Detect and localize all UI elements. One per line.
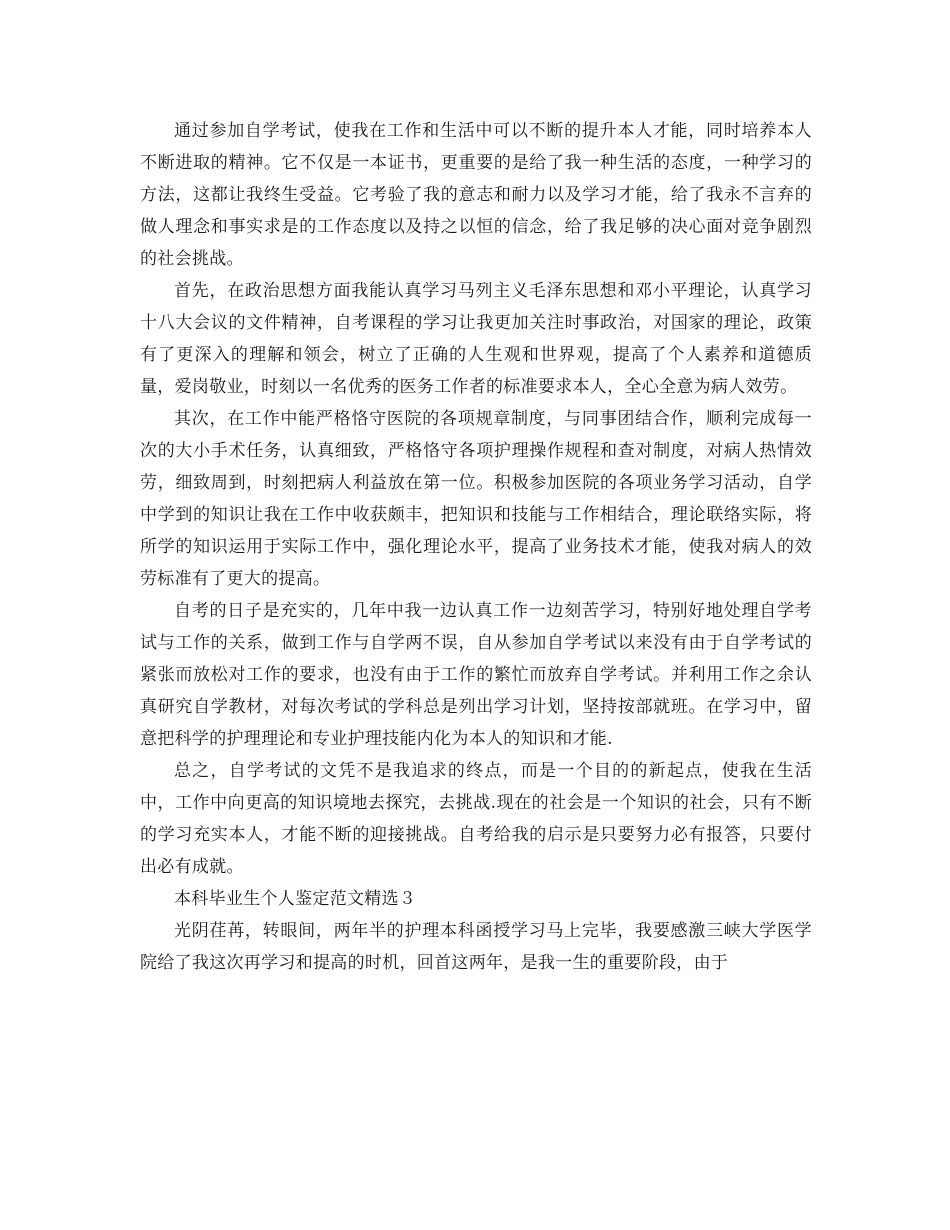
section-heading: 本科毕业生个人鉴定范文精选３ — [174, 889, 417, 909]
paragraph-1: 通过参加自学考试，使我在工作和生活中可以不断的提升本人才能，同时培养本人不断进取的精神。它不仅是一本证书，更重要的是给了我一种生活的态度，一种学习的方法，这都让我终生受益。它考验了我的意志和耐力以及学习才能，给了我永不言弃的做人理念和事实求是的工作态度以及持之以恒的信念，给了我足够的决心面对竞争剧烈的社会挑战。 — [140, 121, 812, 269]
paragraph-2: 首先，在政治思想方面我能认真学习马列主义毛泽东思想和邓小平理论，认真学习十八大会议的文件精神，自考课程的学习让我更加关注时事政治，对国家的理论，政策有了更深入的理解和领会，树立了正确的人生观和世界观，提高了个人素养和道德质量，爱岗敬业，时刻以一名优秀的医务工作者的标准要求本人，全心全意为病人效劳。 — [140, 281, 812, 397]
paragraph-6: 光阴荏苒，转眼间，两年半的护理本科函授学习马上完毕，我要感激三峡大学医学院给了我这次再学习和提高的时机，回首这两年，是我一生的重要阶段，由于 — [140, 921, 812, 973]
paragraph-3: 其次，在工作中能严格恪守医院的各项规章制度，与同事团结合作，顺利完成每一次的大小手术任务，认真细致，严格恪守各项护理操作规程和查对制度，对病人热情效劳，细致周到，时刻把病人利益放在第一位。积极参加医院的各项业务学习活动，自学中学到的知识让我在工作中收获颇丰，把知识和技能与工作相结合，理论联络实际，将所学的知识运用于实际工作中，强化理论水平，提高了业务技术才能，使我对病人的效劳标准有了更大的提高。 — [140, 409, 812, 589]
document-body — [140, 115, 812, 979]
paragraph-5: 总之，自学考试的文凭不是我追求的终点，而是一个目的的新起点，使我在生活中，工作中向更高的知识境地去探究，去挑战.现在的社会是一个知识的社会，只有不断的学习充实本人，才能不断的迎接挑战。自考给我的启示是只要努力必有报答，只要付出必有成就。 — [140, 761, 812, 877]
paragraph-4: 自考的日子是充实的，几年中我一边认真工作一边刻苦学习，特别好地处理自学考试与工作的关系，做到工作与自学两不误，自从参加自学考试以来没有由于自学考试的紧张而放松对工作的要求，也没有由于工作的繁忙而放弃自学考试。并利用工作之余认真研究自学教材，对每次考试的学科总是列出学习计划，坚持按部就班。在学习中，留意把科学的护理理论和专业护理技能内化为本人的知识和才能. — [140, 601, 812, 749]
